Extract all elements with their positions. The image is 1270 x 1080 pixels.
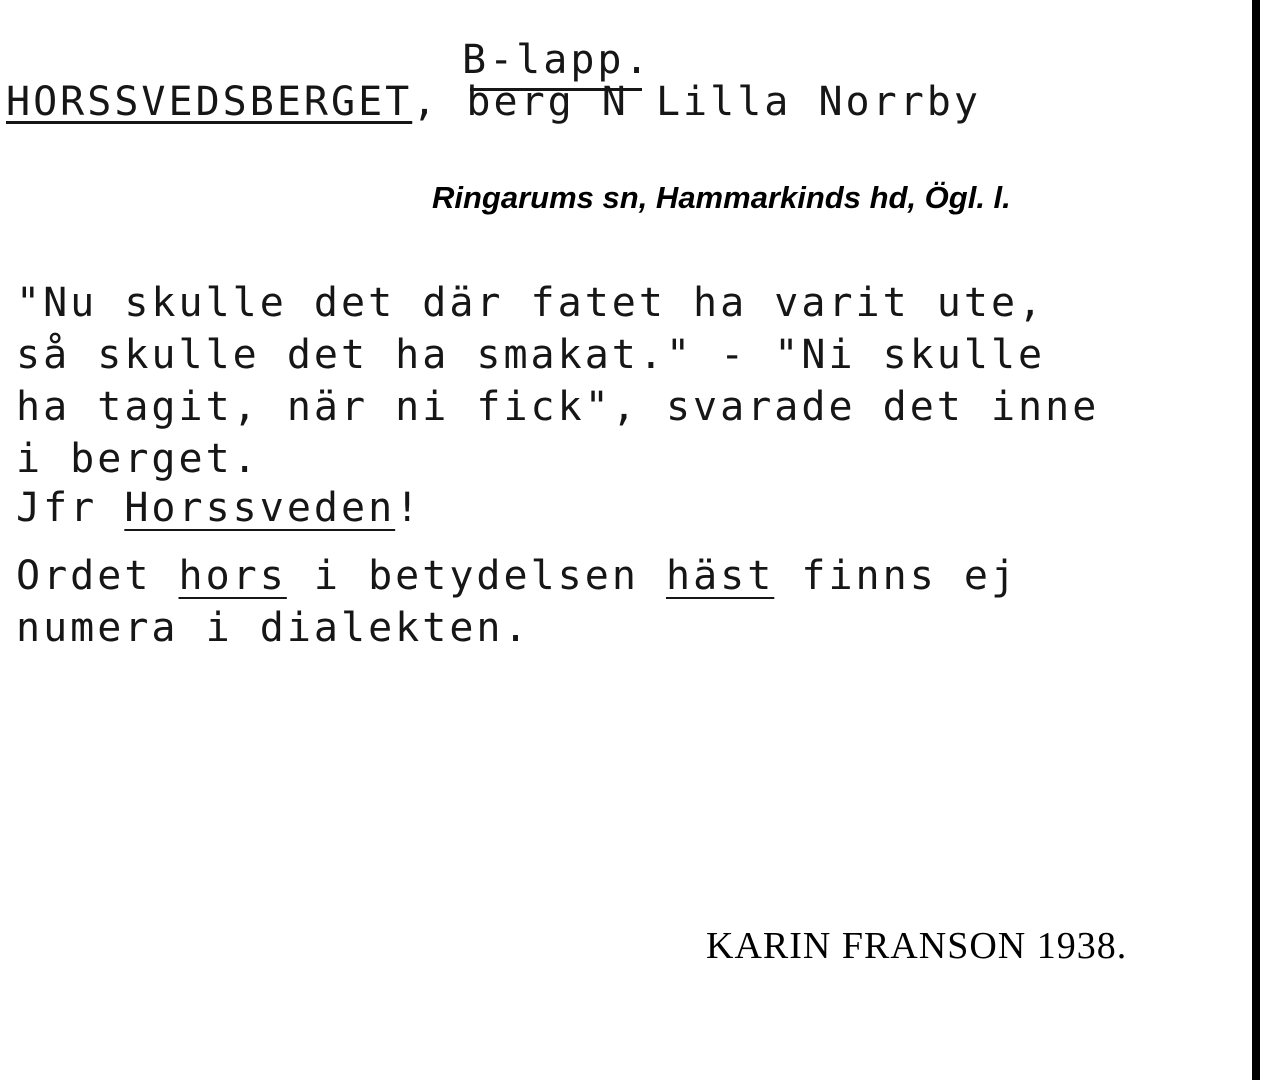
- note-word-hast: häst: [665, 553, 775, 599]
- headword: HORSSVEDSBERGET: [6, 79, 413, 125]
- cross-reference: [16, 485, 423, 531]
- note-line-2: numera i dialekten.: [16, 605, 531, 651]
- headword-line: [6, 79, 981, 125]
- cross-ref-suffix: !: [395, 485, 423, 531]
- cross-ref-word: Horssveden: [124, 485, 396, 531]
- card-type-label: B-lapp.: [462, 37, 652, 83]
- note-word-hors: hors: [178, 553, 287, 599]
- quote-line-1: "Nu skulle det där fatet ha varit ute,: [16, 280, 1046, 326]
- headword-description: , berg N Lilla Norrby: [412, 79, 981, 125]
- signature: KARIN FRANSON 1938.: [706, 925, 1128, 967]
- card-edge-rule: [1252, 0, 1260, 1080]
- note-line-1: [16, 553, 1019, 599]
- quote-line-3: ha tagit, när ni fick", svarade det inne: [16, 384, 1100, 430]
- parish-line: Ringarums sn, Hammarkinds hd, Ögl. l.: [432, 180, 1011, 215]
- note-text: i betydelsen: [286, 553, 666, 599]
- note-text: finns ej: [774, 553, 1019, 599]
- quote-line-4: i berget.: [16, 436, 260, 482]
- quote-line-2: så skulle det ha smakat." - "Ni skulle: [16, 332, 1046, 378]
- cross-ref-prefix: Jfr: [16, 485, 125, 531]
- note-text: Ordet: [16, 553, 179, 599]
